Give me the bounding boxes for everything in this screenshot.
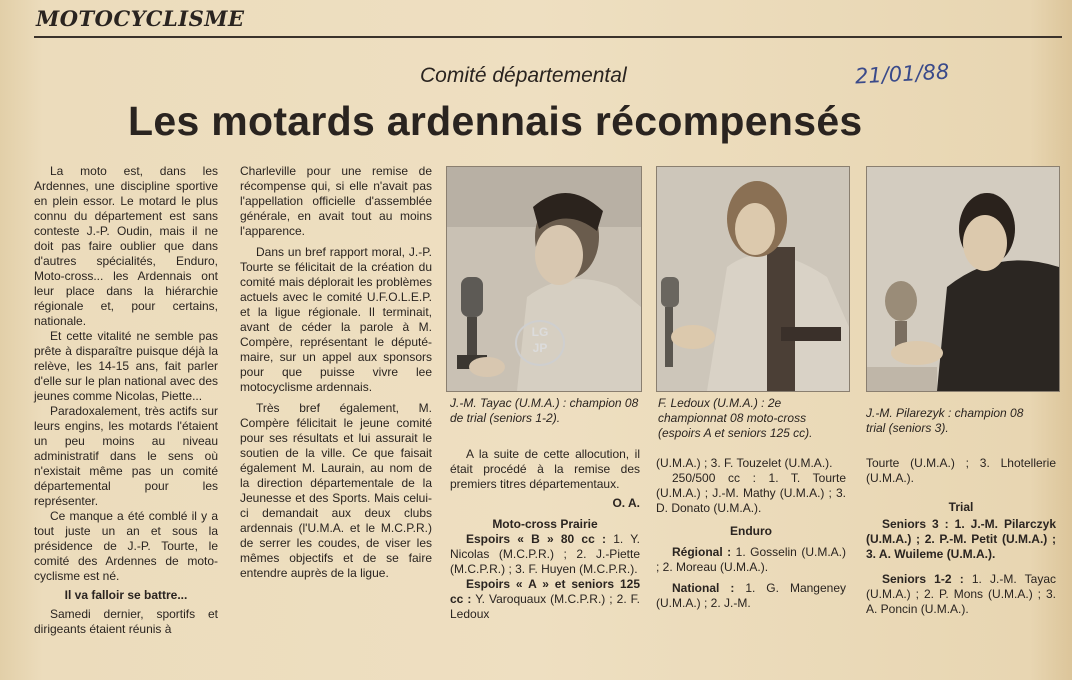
paragraph: Paradoxalement, très actifs sur leurs engins, les motards l'étaient un peu moins au niveau administratif dans le sens où n'existait même pas un comité départemental pour les représenter. xyxy=(34,404,218,508)
result-text: 1. Y. Nicolas (M.C.P.R.) ; 2. J.-Piette (M.C.P.R.) ; 3. F. Huyen (M.C.P.R.). xyxy=(450,532,640,576)
caption-pilarezyk: J.-M. Pilarezyk : champion 08 trial (seniors 3). xyxy=(866,406,1024,435)
result-text: Y. Varoquaux (M.C.P.R.) ; 2. F. Ledoux xyxy=(450,592,641,621)
photo-pilarezyk-image xyxy=(867,167,1059,391)
results-heading: Trial xyxy=(948,500,974,514)
paragraph: A la suite de cette allocution, il était procédé à la remise des premiers titres départementaux. xyxy=(450,447,640,491)
watermark-logo xyxy=(515,320,565,366)
result-label: National : xyxy=(672,581,735,595)
paragraph: Samedi dernier, sportifs et dirigeants étaient réunis à xyxy=(34,607,218,636)
kicker: Comité départemental xyxy=(420,64,627,87)
paragraph: Ce manque a été comblé il y a tout juste un an et sous la présidence de J.-P. Tourte, le comité des Ardennes de moto-cyclisme est né. xyxy=(34,509,218,583)
result-text: 1. G. Mangeney (U.M.A.) ; 2. J.-M. xyxy=(656,581,846,610)
section-rule xyxy=(34,36,1062,38)
result-label: Seniors 1-2 : xyxy=(882,572,964,586)
result-entry: Seniors 3 : 1. J.-M. Pilarczyk (U.M.A.) ; 2. P.-M. Petit (U.M.A.) ; 3. A. Wuileme (U.M.A.). xyxy=(866,517,1056,561)
article-column-3 xyxy=(450,447,640,622)
result-entry xyxy=(450,532,640,577)
photo-ledoux xyxy=(656,166,850,392)
article-column-4 xyxy=(656,456,846,611)
article-column-1 xyxy=(34,164,218,637)
paragraph: La moto est, dans les Ardennes, une discipline sportive en plein essor. Le motard le plus connu du département est sans conteste J.-P. Oudin, mais il ne doit pas faire oublier que dans d'autres spécialités, Enduro, Moto-cross... les Ardennais ont leur place dans la hiérarchie régionale et, pour certains, nationale. xyxy=(34,164,218,328)
paragraph: Charleville pour une remise de récompense qui, si elle n'avait pas l'appellation officielle d'assemblée générale, en avait tout au moins l'apparence. xyxy=(240,164,432,238)
signature: O. A. xyxy=(612,496,640,510)
result-entry xyxy=(450,577,640,622)
watermark-line: JP xyxy=(532,341,548,355)
caption-tayac: J.-M. Tayac (U.M.A.) : champion 08 de trial (seniors 1-2). xyxy=(450,396,639,425)
result-text: 1. Gosselin (U.M.A.) ; 2. Moreau (U.M.A.). xyxy=(656,545,846,574)
handwritten-date: 21/01/88 xyxy=(854,59,950,89)
caption-ledoux: F. Ledoux (U.M.A.) : 2e championnat 08 moto-cross (espoirs A et seniors 125 cc). xyxy=(658,396,813,440)
photo-ledoux-image xyxy=(657,167,849,391)
paragraph: 250/500 cc : 1. T. Tourte (U.M.A.) ; J.-M. Mathy (U.M.A.) ; 3. D. Donato (U.M.A.). xyxy=(656,471,846,515)
subheading: Il va falloir se battre... xyxy=(64,588,188,602)
paragraph: Et cette vitalité ne semble pas prête à disparaître puisque déjà la relève, les 14-15 ans, fait parler d'elle sur le plan national avec des jeunes comme Nicolas, Piette... xyxy=(34,329,218,403)
paragraph: Tourte (U.M.A.) ; 3. Lhotellerie (U.M.A.). xyxy=(866,456,1056,485)
result-entry xyxy=(866,572,1056,617)
photo-pilarezyk xyxy=(866,166,1060,392)
article-column-5 xyxy=(866,456,1056,617)
article-column-2 xyxy=(240,164,432,581)
result-entry xyxy=(656,581,846,611)
section-title: MOTOCYCLISME xyxy=(36,6,245,31)
results-heading: Moto-cross Prairie xyxy=(492,517,598,531)
watermark-line: LG xyxy=(531,325,549,339)
paragraph: Dans un bref rapport moral, J.-P. Tourte se félicitait de la création du comité mais déplorait les problèmes actuels avec le comité U.F.O.L.E.P. et la ligue régionale. Il terminait, avant de céder la parole à M. Compère, représentant le député-maire, sur un appel aux sponsors pour que puisse vivre lee motocyclisme ardennais. xyxy=(240,245,432,394)
results-heading: Enduro xyxy=(730,524,772,538)
result-label: Régional : xyxy=(672,545,732,559)
result-entry xyxy=(656,545,846,575)
paragraph: (U.M.A.) ; 3. F. Touzelet (U.M.A.). xyxy=(656,456,833,470)
result-text: 1. J.-M. Tayac (U.M.A.) ; 2. P. Mons (U.M.A.) ; 3. A. Poncin (U.M.A.). xyxy=(866,572,1056,616)
paragraph: Très bref également, M. Compère félicitait le jeune comité pour ses résultats et lui assurait le soutien de la ville. Ce que faisait également M. Laurain, au nom de la direction départementale de la Jeunesse et des Sports. Mais celui-ci demandait aux deux clubs ardennais (l'U.M.A. et le M.C.P.R.) de serrer les coudes, de viser les mêmes objectifs et de se faire entendre auprès de la ligue. xyxy=(240,401,432,580)
result-label: Espoirs « A » et seniors 125 cc : xyxy=(450,577,640,606)
result-label: Espoirs « B » 80 cc : xyxy=(466,532,606,546)
headline: Les motards ardennais récompensés xyxy=(128,98,863,144)
